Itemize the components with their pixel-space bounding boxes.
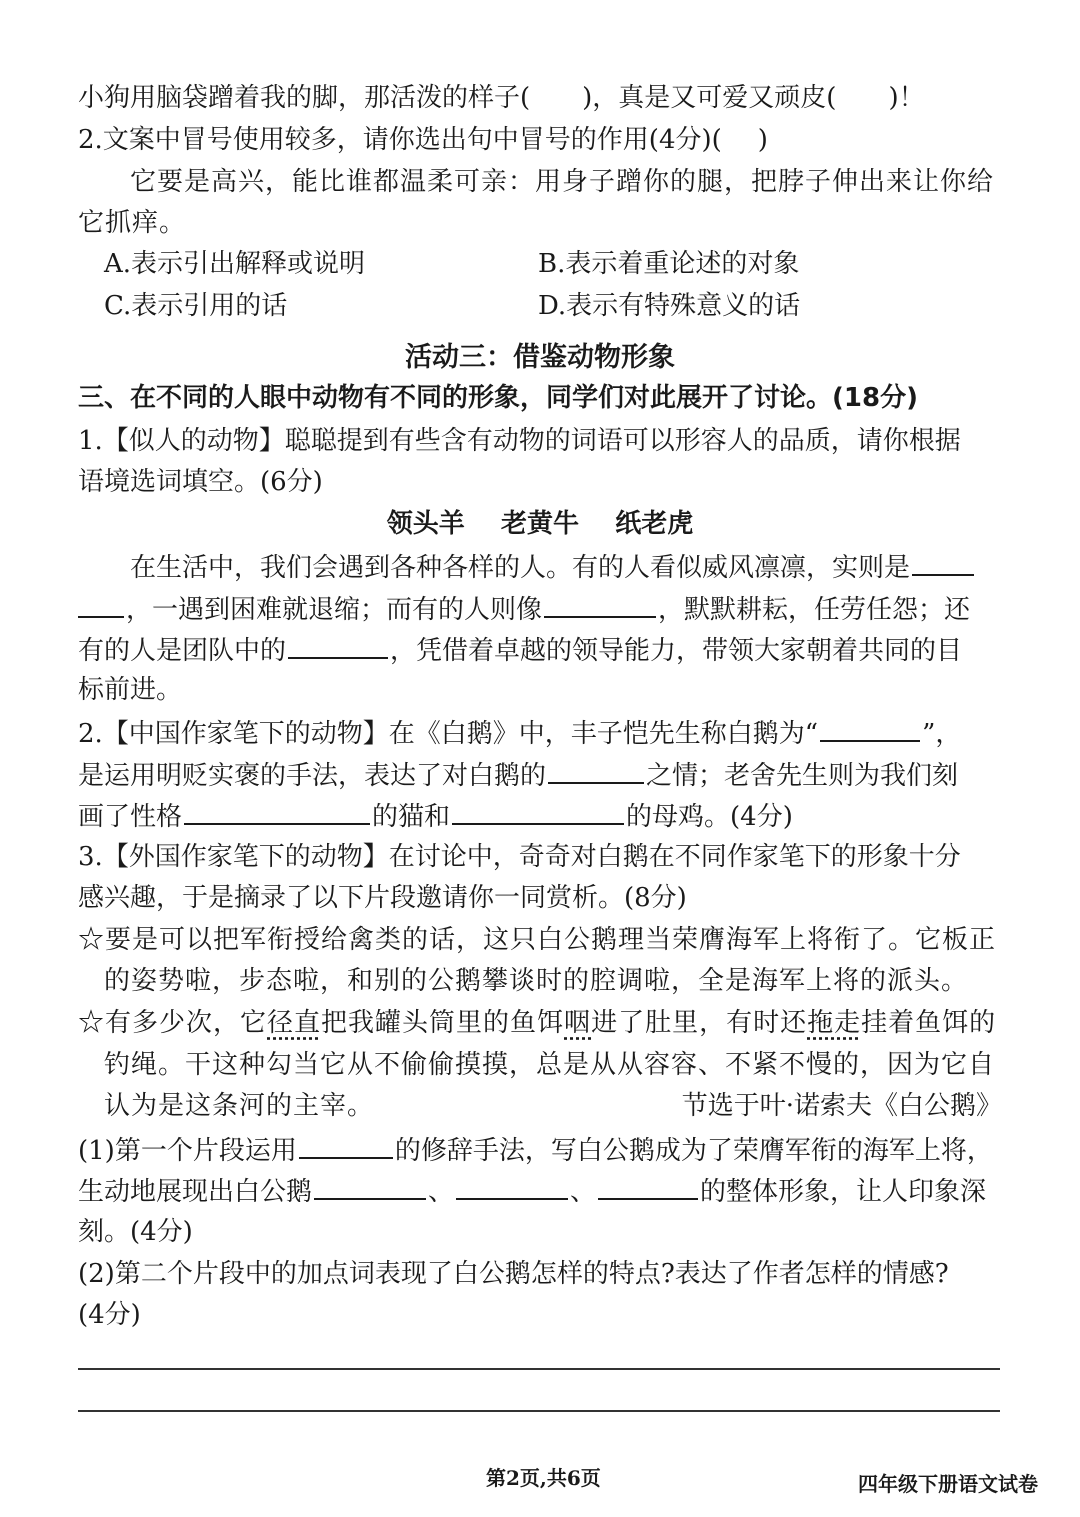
excerpt-2-line-1: ☆有多少次，它径直把我罐头筒里的鱼饵咽进了肚里，有时还拖走挂着鱼饵的 [78, 1008, 997, 1038]
page-number: 第2页,共6页 [486, 1466, 601, 1490]
q2-line-3: 画了性格 的猫和 的母鸡。(4分) [78, 797, 1002, 835]
q1-paragraph-line-1: 在生活中，我们会遇到各种各样的人。有的人看似威风凛凛，实则是 [130, 548, 1002, 586]
q2-quote-line-1: 它要是高兴，能比谁都温柔可亲：用身子蹭你的腿，把脖子伸出来让你给 [130, 167, 995, 197]
word-bank: 领头羊 老黄牛 纸老虎 [386, 509, 694, 539]
fill-blank[interactable] [184, 797, 370, 825]
q3-sub2-line-1: (2)第二个片段中的加点词表现了白公鹅怎样的特点?表达了作者怎样的情感? [78, 1259, 949, 1289]
fill-blank[interactable] [456, 1172, 568, 1200]
dotted-word: 径直 [267, 1008, 322, 1038]
fill-blank[interactable] [820, 714, 920, 742]
fill-blank[interactable] [299, 1131, 393, 1159]
q1-paragraph-line-4: 标前进。 [78, 675, 183, 705]
excerpt-2-line-3: 认为是这条河的主宰。 [104, 1091, 375, 1121]
option-a[interactable]: A.表示引出解释或说明 [104, 249, 366, 279]
q3-sub2-line-2: (4分) [78, 1300, 141, 1330]
dotted-word: 拖走 [807, 1008, 862, 1038]
excerpt-source: 节选于叶·诺索夫《白公鹅》 [681, 1091, 1002, 1121]
fill-blank[interactable] [912, 548, 974, 576]
q3-stem-line-1: 3.【外国作家笔下的动物】在讨论中，奇奇对白鹅在不同作家笔下的形象十分 [78, 842, 961, 872]
dotted-word: 咽 [564, 1008, 592, 1038]
q1-stem-line-1: 1.【似人的动物】聪聪提到有些含有动物的词语可以形容人的品质，请你根据 [78, 426, 961, 456]
q1-stem-line-2: 语境选词填空。(6分) [78, 467, 323, 497]
q2-line-1: 2.【中国作家笔下的动物】在《白鹅》中，丰子恺先生称白鹅为“ ”， [78, 714, 1002, 752]
fill-blank[interactable] [288, 631, 388, 659]
q3-stem-line-2: 感兴趣，于是摘录了以下片段邀请你一同赏析。(8分) [78, 883, 687, 913]
fill-blank[interactable] [314, 1172, 426, 1200]
activity-title: 活动三：借鉴动物形象 [405, 342, 675, 373]
answer-line[interactable] [78, 1410, 1000, 1412]
q1-paragraph-line-3: 有的人是团队中的 ，凭借着卓越的领导能力，带领大家朝着共同的目 [78, 631, 1002, 669]
option-b[interactable]: B.表示着重论述的对象 [538, 249, 800, 279]
excerpt-1-line-1: ☆要是可以把军衔授给禽类的话，这只白公鹅理当荣膺海军上将衔了。它板正 [78, 925, 997, 955]
fill-blank[interactable] [544, 590, 656, 618]
fill-blank[interactable] [548, 756, 644, 784]
option-d[interactable]: D.表示有特殊意义的话 [538, 291, 801, 321]
excerpt-2-line-2: 钓绳。干这种勾当它从不偷偷摸摸，总是从从容容、不紧不慢的，因为它自 [104, 1050, 996, 1080]
q2-line-2: 是运用明贬实褒的手法，表达了对白鹅的 之情；老舍先生则为我们刻 [78, 756, 1002, 794]
fill-blank[interactable] [598, 1172, 698, 1200]
answer-line[interactable] [78, 1368, 1000, 1370]
q3-sub1-line-3: 刻。(4分) [78, 1217, 193, 1247]
previous-question-line: 小狗用脑袋蹭着我的脚，那活泼的样子( )，真是又可爱又顽皮( )！ [78, 83, 925, 113]
q3-sub1-line-2: 生动地展现出白公鹅 、 、 的整体形象，让人印象深 [78, 1172, 1002, 1210]
section-heading: 三、在不同的人眼中动物有不同的形象，同学们对此展开了讨论。(18分) [78, 383, 918, 413]
q2-quote-line-2: 它抓痒。 [78, 208, 187, 238]
exam-title: 四年级下册语文试卷 [858, 1472, 1038, 1496]
q3-sub1-line-1: (1)第一个片段运用 的修辞手法，写白公鹅成为了荣膺军衔的海军上将， [78, 1131, 1002, 1169]
option-c[interactable]: C.表示引用的话 [104, 291, 288, 321]
fill-blank[interactable] [78, 590, 124, 618]
q2-colon-stem: 2.文案中冒号使用较多，请你选出句中冒号的作用(4分)( ) [78, 125, 768, 155]
fill-blank[interactable] [452, 797, 624, 825]
q1-paragraph-line-2: ，一遇到困难就退缩；而有的人则像 ，默默耕耘，任劳任怨；还 [78, 590, 1002, 628]
excerpt-1-line-2: 的姿势啦，步态啦，和别的公鹅攀谈时的腔调啦，全是海军上将的派头。 [104, 966, 969, 996]
